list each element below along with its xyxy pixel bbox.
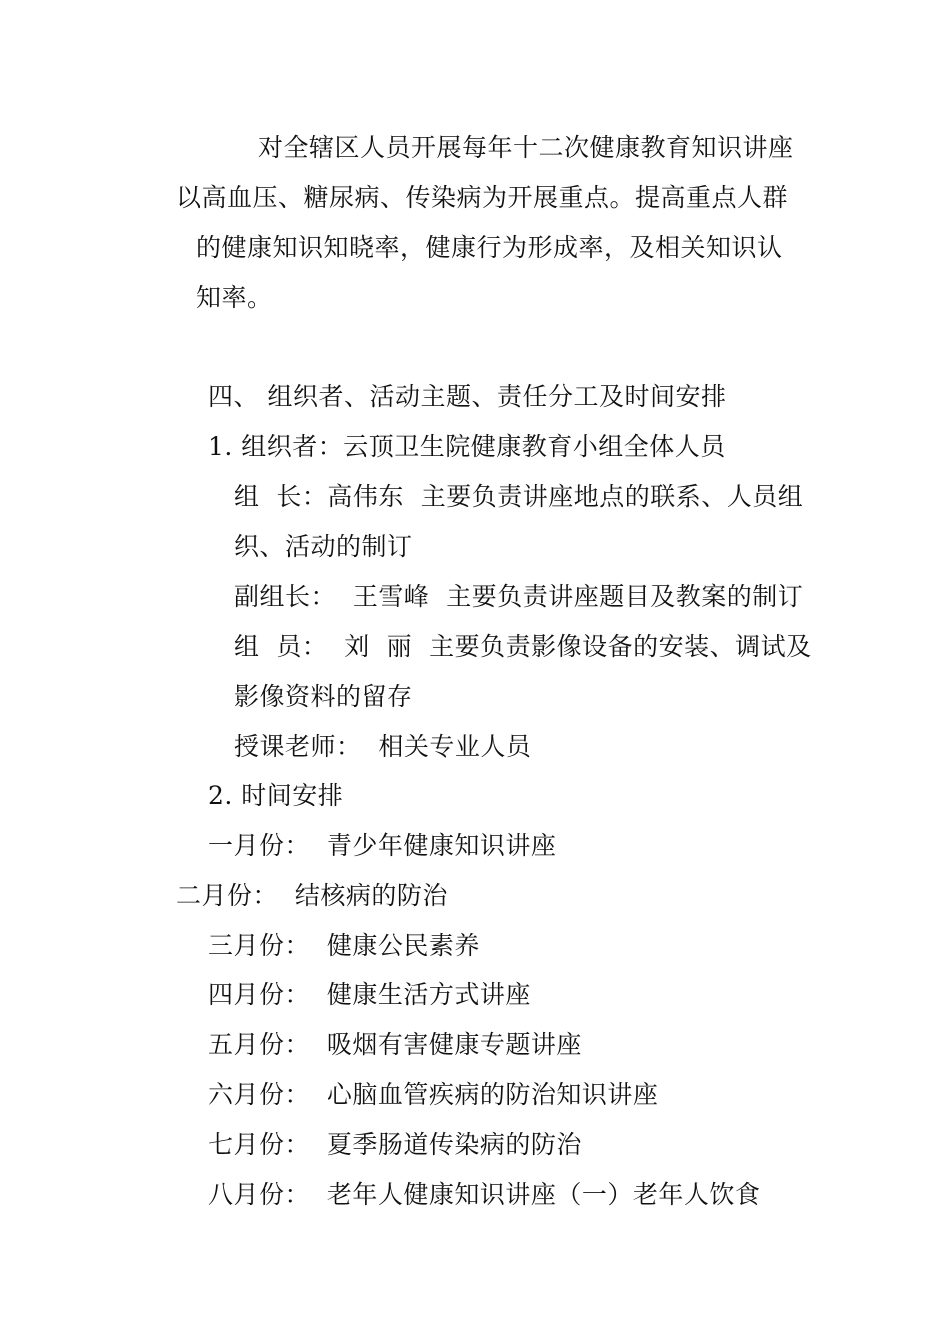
intro-line-2: 以高血压、糖尿病、传染病为开展重点。提高重点人群 [176, 183, 789, 212]
month-item-august: 八月份： 老年人健康知识讲座（一）老年人饮食 [208, 1180, 761, 1209]
organizer-line: 1. 组织者：云顶卫生院健康教育小组全体人员 [208, 432, 726, 461]
intro-line-4: 知率。 [196, 283, 273, 312]
leader-line-1: 组 长：高伟东 主要负责讲座地点的联系、人员组 [234, 482, 804, 511]
schedule-heading: 2. 时间安排 [208, 781, 344, 810]
deputy-line: 副组长： 王雪峰 主要负责讲座题目及教案的制订 [234, 582, 804, 611]
intro-line-1: 对全辖区人员开展每年十二次健康教育知识讲座 [258, 133, 794, 162]
month-item-july: 七月份： 夏季肠道传染病的防治 [208, 1130, 582, 1159]
month-item-february: 二月份： 结核病的防治 [176, 881, 448, 910]
month-item-march: 三月份： 健康公民素养 [208, 931, 480, 960]
section-heading: 四、 组织者、活动主题、责任分工及时间安排 [208, 382, 727, 411]
leader-line-2: 织、活动的制订 [234, 532, 413, 561]
member-line-1: 组 员： 刘 丽 主要负责影像设备的安装、调试及 [234, 632, 812, 661]
month-item-june: 六月份： 心脑血管疾病的防治知识讲座 [208, 1080, 659, 1109]
month-item-january: 一月份： 青少年健康知识讲座 [208, 831, 557, 860]
member-line-2: 影像资料的留存 [234, 682, 413, 711]
month-item-may: 五月份： 吸烟有害健康专题讲座 [208, 1030, 582, 1059]
intro-line-3: 的健康知识知晓率，健康行为形成率，及相关知识认 [196, 233, 783, 262]
teacher-line: 授课老师： 相关专业人员 [234, 732, 532, 761]
month-item-april: 四月份： 健康生活方式讲座 [208, 980, 531, 1009]
